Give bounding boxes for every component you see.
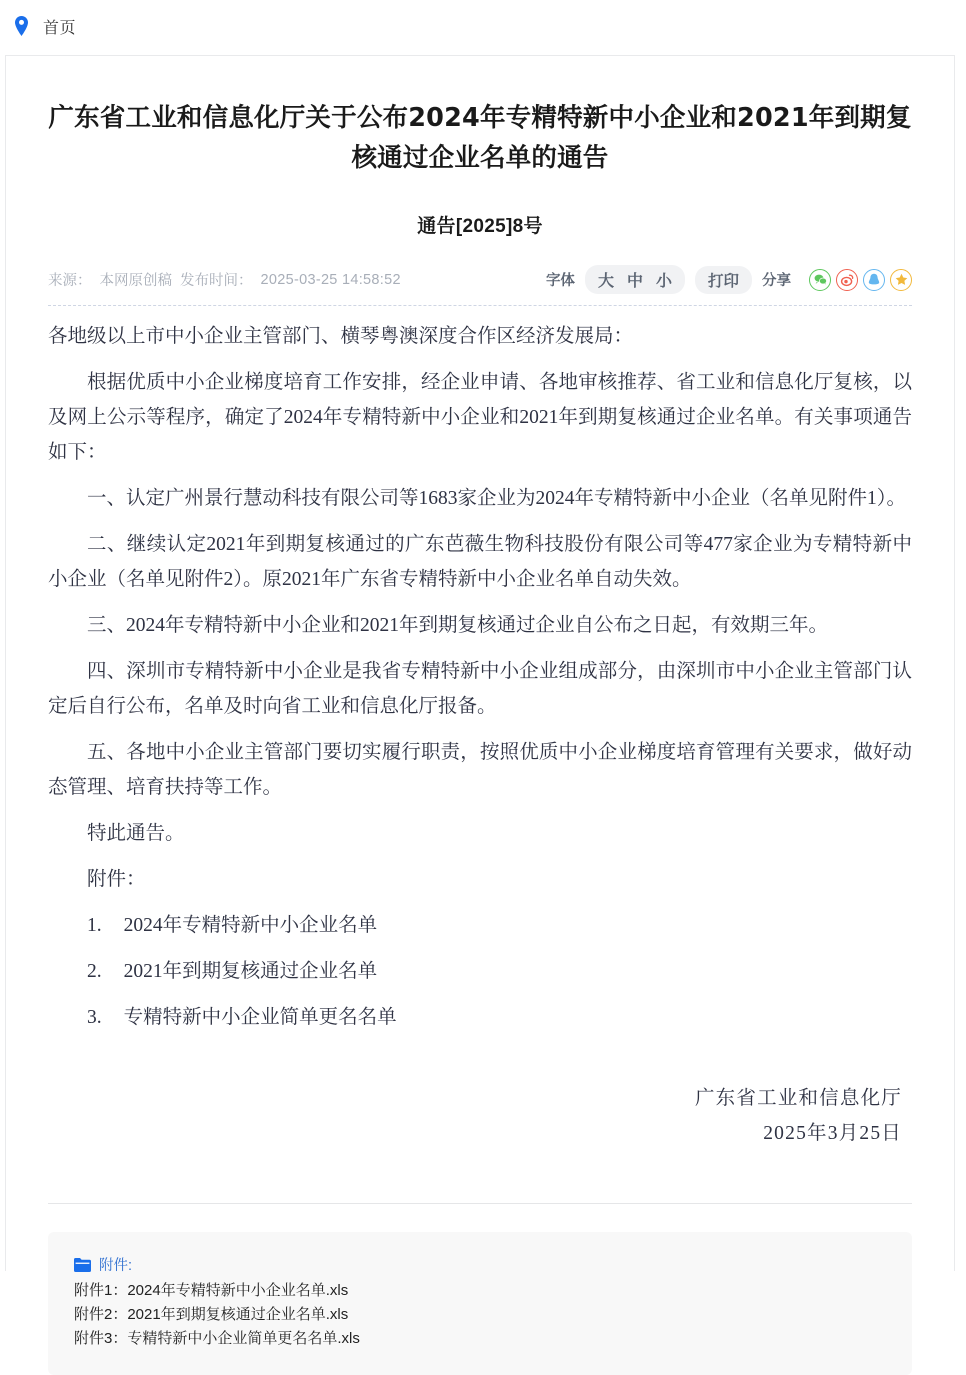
location-pin-icon bbox=[14, 16, 43, 36]
fontsize-medium-button[interactable]: 中 bbox=[626, 273, 643, 290]
inline-attachment-number: 1. bbox=[87, 915, 102, 936]
meta-left-group bbox=[48, 269, 401, 290]
weibo-share-icon[interactable] bbox=[836, 269, 858, 291]
breadcrumb bbox=[0, 0, 966, 52]
document-body bbox=[48, 319, 912, 1035]
inline-attachment-item bbox=[48, 1000, 912, 1035]
social-share-row bbox=[809, 269, 912, 291]
qq-share-icon[interactable] bbox=[863, 269, 885, 291]
share-label[interactable]: 分享 bbox=[762, 273, 791, 289]
inline-attachment-label: 2021年到期复核通过企业名单 bbox=[123, 961, 378, 982]
body-paragraph-item-3: 三、2024年专精特新中小企业和2021年到期复核通过企业自公布之日起，有效期三年。 bbox=[87, 615, 829, 636]
signature-date: 2025年3月25日 bbox=[763, 1123, 902, 1144]
signature-organization: 广东省工业和信息化厅 bbox=[694, 1088, 902, 1109]
document-inner bbox=[6, 56, 954, 1375]
body-paragraph-attachment-heading: 附件： bbox=[87, 869, 146, 890]
body-paragraph-intro: 根据优质中小企业梯度培育工作安排，经企业申请、各地审核推荐、省工业和信息化厅复核，以及网上公示等程序，确定了2024年专精特新中小企业和2021年到期复核通过企业名单。有关事项通告如下： bbox=[48, 372, 912, 463]
publish-time-label: 发布时间： bbox=[180, 273, 253, 289]
inline-attachment-label: 专精特新中小企业简单更名名单 bbox=[123, 1007, 397, 1028]
attachments-heading-label: 附件: bbox=[99, 1258, 133, 1274]
body-paragraph-closing: 特此通告。 bbox=[87, 823, 185, 844]
source-value: 本网原创稿 bbox=[99, 273, 172, 289]
wechat-share-icon[interactable] bbox=[809, 269, 831, 291]
folder-icon bbox=[74, 1258, 91, 1272]
document-number: 通告[2025]8号 bbox=[417, 216, 543, 237]
inline-attachment-label: 2024年专精特新中小企业名单 bbox=[123, 915, 378, 936]
body-paragraph-salutation: 各地级以上市中小企业主管部门、横琴粤澳深度合作区经济发展局： bbox=[48, 326, 634, 347]
body-paragraph-item-5: 五、各地中小企业主管部门要切实履行职责，按照优质中小企业梯度培育管理有关要求，做好动态管理、培育扶持等工作。 bbox=[48, 742, 912, 798]
fontsize-small-button[interactable]: 小 bbox=[655, 273, 672, 290]
document-meta-bar bbox=[48, 265, 912, 306]
fontsize-large-button[interactable]: 大 bbox=[597, 273, 614, 290]
source-label: 来源： bbox=[48, 273, 92, 289]
attachments-panel bbox=[48, 1232, 912, 1375]
page-title: 广东省工业和信息化厅关于公布2024年专精特新中小企业和2021年到期复核通过企业名单的通告 bbox=[48, 103, 912, 173]
attachment-file-link[interactable]: 附件1：2024年专精特新中小企业名单.xls bbox=[74, 1282, 349, 1299]
meta-right-group bbox=[546, 265, 912, 294]
favorite-star-icon[interactable] bbox=[890, 269, 912, 291]
document-card bbox=[5, 55, 955, 1347]
section-divider bbox=[48, 1203, 912, 1204]
body-paragraph-item-1: 一、认定广州景行慧动科技有限公司等1683家企业为2024年专精特新中小企业（名单见附件1）。 bbox=[87, 488, 907, 509]
attachment-file-link[interactable]: 附件2：2021年到期复核通过企业名单.xls bbox=[74, 1306, 349, 1323]
inline-attachment-item bbox=[48, 908, 912, 943]
breadcrumb-item-home[interactable]: 首页 bbox=[43, 19, 77, 37]
inline-attachment-number: 2. bbox=[87, 961, 102, 982]
body-paragraph-item-4: 四、深圳市专精特新中小企业是我省专精特新中小企业组成部分，由深圳市中小企业主管部门认定后自行公布，名单及时向省工业和信息化厅报备。 bbox=[48, 661, 912, 717]
inline-attachment-list bbox=[48, 908, 912, 1035]
inline-attachment-number: 3. bbox=[87, 1007, 102, 1028]
document-signature bbox=[48, 1081, 912, 1151]
inline-attachment-item bbox=[48, 954, 912, 989]
print-button[interactable]: 打印 bbox=[695, 266, 752, 294]
attachment-file-link[interactable]: 附件3：专精特新中小企业简单更名名单.xls bbox=[74, 1330, 360, 1347]
attachments-heading-row bbox=[74, 1254, 886, 1275]
fontsize-switcher bbox=[585, 265, 685, 294]
publish-time-value: 2025-03-25 14:58:52 bbox=[260, 271, 401, 288]
body-paragraph-item-2: 二、继续认定2021年到期复核通过的广东芭薇生物科技股份有限公司等477家企业为专精特新中小企业（名单见附件2）。原2021年广东省专精特新中小企业名单自动失效。 bbox=[48, 534, 912, 590]
fontsize-label: 字体 bbox=[545, 273, 575, 289]
